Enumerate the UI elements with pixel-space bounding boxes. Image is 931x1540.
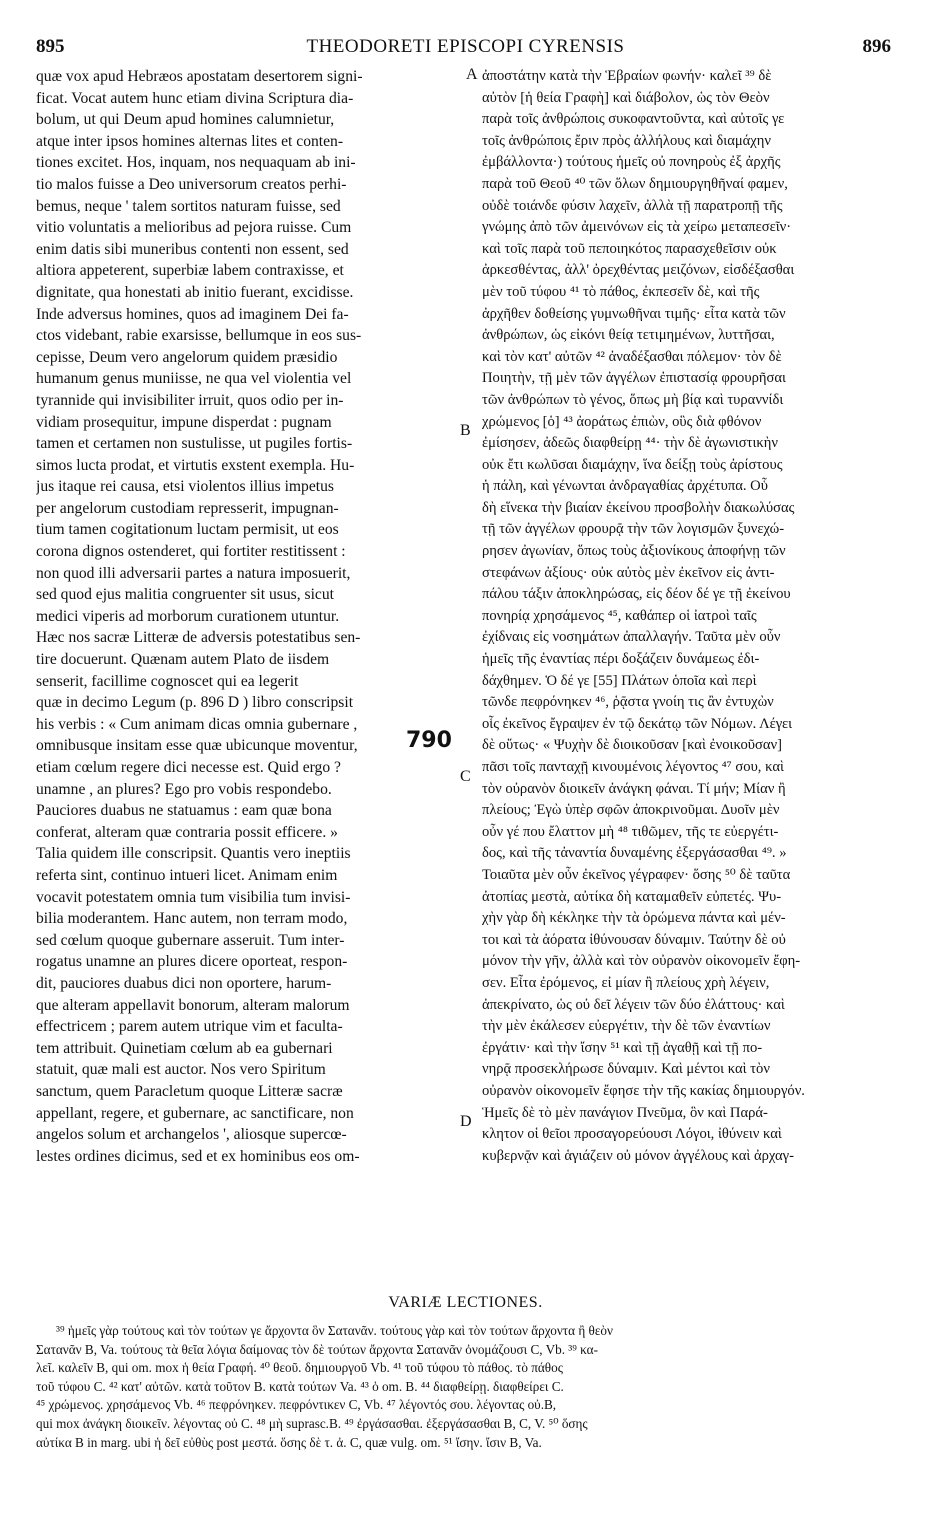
latin-text-line: Hæc nos sacræ Litteræ de adversis potestatibus sen- xyxy=(36,629,361,647)
latin-text-line: enim datis sibi muneribus contenti non essent, sed xyxy=(36,240,349,258)
section-marker-a: A xyxy=(466,66,478,83)
latin-text-line: tiones excitet. Hos, inquam, nos nequaquam ab ini- xyxy=(36,154,356,172)
greek-text-line: ἀρχῆθεν δοθείσης γυμνωθῆναι τιμῆς· εἶτα κατὰ τῶν xyxy=(482,305,786,322)
variant-note-line: Σατανᾶν B, Va. τούτους τὰ θεῖα λόγια δαίμονας τὸν δὲ τούτων ἄρχοντα Σατανᾶν ὀνομάζουσι C, Vb. ³⁹ κα- xyxy=(36,1341,598,1357)
variant-note-line: ⁴⁵ χρώμενος. χρησάμενος Vb. ⁴⁶ πεφρόνηκεν. πεφρόντικεν C, Vb. ⁴⁷ λέγοντός σου. λέγοντας οὐ.B, xyxy=(36,1397,557,1413)
greek-text-line: τῶν ἀνθρώπων τὸ γένος, ὅπως μὴ βίᾳ καὶ τυραννίδι xyxy=(482,391,784,408)
greek-text-line: μόνον τὴν γῆν, ἀλλὰ καὶ τὸν οὐρανὸν οἰκονομεῖν ἔφη- xyxy=(482,953,801,970)
greek-text-line: πάλου τάξιν ἀποκληρώσας, εἰς δέον δέ γε τῇ ἐκείνου xyxy=(482,586,791,603)
greek-text-line: δὲ οὕτως· « Ψυχὴν δὲ διοικοῦσαν [καὶ ἐνοικοῦσαν] xyxy=(482,737,783,754)
latin-text-line: humanum genus muniisse, ne qua vel violentia vel xyxy=(36,370,352,388)
page-number-right: 896 xyxy=(862,36,891,57)
latin-text-line: bilia moderantem. Hanc autem, non terram modo, xyxy=(36,910,348,928)
greek-column xyxy=(482,66,894,1167)
greek-text-line: τῇ τῶν ἀγγέλων φρουρᾷ τὴν τῶν λογισμῶν ξυνεχώ- xyxy=(482,521,785,538)
variae-lectiones-title: VARIÆ LECTIONES. xyxy=(388,1294,543,1311)
latin-text-line: tio malos fuisse a Deo universorum creatos perhi- xyxy=(36,175,347,193)
running-title: THEODORETI EPISCOPI CYRENSIS xyxy=(306,36,625,57)
latin-text-line: quæ in decimo Legum (p. 896 D ) libro conscripsit xyxy=(36,694,354,712)
greek-text-line: τὸν οὐρανὸν διοικεῖν ἀνάγκη φάναι. Τί μήν; Μίαν ἢ xyxy=(482,780,786,797)
latin-text-line: dit, pauciores duabus dici non oportere, harum- xyxy=(36,974,332,992)
latin-text-line: Inde adversus homines, quos ad imaginem Dei fa- xyxy=(36,305,349,323)
latin-text-line: tire docuerunt. Quænam autem Plato de iisdem xyxy=(36,651,330,669)
greek-text-line: ἀνθρώπων, ὡς εἰκόνι θείᾳ τετιμημένων, λυττῆσαι, xyxy=(482,327,775,344)
latin-text-line: jus itaque rei causa, etsi violentos illius impetus xyxy=(36,478,334,496)
latin-column xyxy=(36,66,464,1167)
latin-text-line: his verbis : « Cum animam dicas omnia gubernare , xyxy=(36,715,358,733)
greek-text-line: νηρᾷ προσεκλήρωσε δύναμιν. Καὶ μέντοι καὶ τὸν xyxy=(482,1061,770,1078)
greek-text-line: ἀποστάτην κατὰ τὴν Ἑβραίων φωνήν· καλεῖ ³⁹ δὲ xyxy=(482,68,772,84)
latin-text-line: cepisse, Deum vero angelorum quidem præsidio xyxy=(36,348,338,366)
greek-text-line: αὐτὸν [ἡ θεία Γραφὴ] καὶ διάβολον, ὡς τὸν Θεὸν xyxy=(482,89,770,106)
latin-text-line: sed cœlum quoque gubernare asseruit. Tum inter- xyxy=(36,931,345,949)
variant-note-line: τοῦ τύφου C. ⁴² κατ' αὐτῶν. κατὰ τοῦτον B. κατὰ τούτων Va. ⁴³ ὁ om. B. ⁴⁴ διαφθείρῃ. διαφθείρει C. xyxy=(36,1378,564,1394)
latin-text-line: tyrannide qui invisibiliter irruit, quos odio per in- xyxy=(36,391,344,409)
latin-text-line: etiam cœlum regere dici necesse est. Quid ergo ? xyxy=(36,759,341,776)
greek-text-line: ἀρκεσθέντας, ἀλλ' ὀρεχθέντας μειζόνων, εἰσδέξασθαι xyxy=(482,262,795,279)
latin-text-line: unamne , an plures? Ego pro vobis respondebo. xyxy=(36,780,332,798)
latin-text-line: non quod illi adversarii partes a natura imposuerit, xyxy=(36,564,351,582)
greek-text-line: οὐκ ἔτι κωλῦσαι διαμάχην, ἵνα δείξῃ τοὺς ἀρίστους xyxy=(482,456,783,473)
latin-text-line: dignitate, qua honestati ab initio fuerant, excidisse. xyxy=(36,283,354,301)
greek-text-line: πλείους; Ἐγὼ ὑπὲρ σφῶν ἀποκρινοῦμαι. Δυοῖν μὲν xyxy=(482,802,780,819)
page-header xyxy=(0,36,931,58)
greek-text-line: Ἡμεῖς δὲ τὸ μὲν πανάγιον Πνεῦμα, ὃν καὶ Παρά- xyxy=(482,1104,768,1121)
greek-text-line: χρώμενος [ὁ] ⁴³ ἀοράτως ἐπιὼν, οὓς διὰ φθόνον xyxy=(482,413,762,430)
page-number-left: 895 xyxy=(36,36,65,57)
greek-text-line: μὲν τοῦ τύφου ⁴¹ τὸ πάθος, ἐκπεσεῖν δὲ, καὶ τῆς xyxy=(482,283,760,300)
latin-text-line: bolum, ut qui Deum apud homines calumnietur, xyxy=(36,111,335,129)
variant-note-line: qui mox ἀνάγκη διοικεῖν. λέγοντας οὐ C. ⁴⁸ μὴ suprasc.B. ⁴⁹ ἐργάσασθαι. ἐξεργάσασθαι B, C, V. ⁵⁰ ὅσης xyxy=(36,1415,588,1431)
latin-text-line: tamen et certamen non sustulisse, ut pugiles fortis- xyxy=(36,435,353,453)
greek-text-line: πονηρίᾳ χρησάμενος ⁴⁵, καθάπερ οἱ ἰατροὶ ταῖς xyxy=(482,607,757,624)
latin-text-line: lestes ordines dicimus, sed et ex hominibus eos om- xyxy=(36,1147,360,1165)
greek-text-line: δος, καὶ τῆς τἀναντία δυναμένης ἐξεργάσασθαι ⁴⁹. » xyxy=(482,845,787,862)
greek-text-line: καὶ τὸν κατ' αὐτῶν ⁴² ἀναδέξασθαι πόλεμον· τὸν δὲ xyxy=(482,348,782,365)
greek-text-line: ἡμεῖς τῆς ἐναντίας πέρι δοξάζειν δυνάμεως ἐδι- xyxy=(482,651,760,668)
latin-text-line: omnibusque insitam esse quæ ubicunque moventur, xyxy=(36,737,358,755)
section-marker-c: C xyxy=(460,768,471,785)
greek-text-line: δάχθημεν. Ὁ δέ γε [55] Πλάτων ὁποῖα καὶ περὶ xyxy=(482,672,757,689)
greek-text-line: παρὰ τοῖς ἀνθρώποις συκοφαντοῦντα, καὶ αὐτοῖς γε xyxy=(482,111,785,128)
section-marker-b: B xyxy=(460,422,471,439)
latin-text-line: effectricem ; parem autem utrique vim et faculta- xyxy=(36,1018,343,1036)
greek-text-line: ἀτοπίας μεστὰ, αὐτίκα δὴ καταμαθεῖν εὐπετές. Ψυ- xyxy=(482,888,782,905)
latin-text-line: Talia quidem ille conscripsit. Quantis vero ineptiis xyxy=(36,845,351,863)
latin-text-line: rogatus unamne an plures dicere oporteat, respon- xyxy=(36,953,348,971)
column-number-badge: 790 xyxy=(406,728,452,753)
greek-text-line: ἐμβάλλοντα·) τούτους ἡμεῖς οὐ πονηροὺς ἐξ ἀρχῆς xyxy=(482,154,781,171)
latin-text-line: tem attribuit. Quinetiam cœlum ab ea gubernari xyxy=(36,1039,333,1057)
variant-note-line: λεῖ. καλεῖν B, qui om. mox ἡ θεία Γραφή. ⁴⁰ θεοῦ. δημιουργοῦ Vb. ⁴¹ τοῦ τύφου τὸ πάθος. τὸ πάθος xyxy=(36,1360,563,1376)
latin-text-line: vocavit potestatem omnia tum visibilia tum invisi- xyxy=(36,888,351,906)
latin-text-line: simos lucta prodat, et virtutis exstent exempla. Hu- xyxy=(36,456,355,474)
latin-text-line: atque inter ipsos homines alternas lites et conten- xyxy=(36,132,344,150)
greek-text-line: χὴν γὰρ δὴ κέκληκε τὴν τὰ ὁρώμενα πάντα καὶ μέν- xyxy=(482,910,786,927)
latin-text-line: ficat. Vocat autem hunc etiam divina Scriptura dia- xyxy=(36,89,354,107)
latin-text-line: conferat, alteram quæ contraria possit efficere. » xyxy=(36,823,338,841)
latin-text-line: appellant, regere, et gubernare, ac sanctificare, non xyxy=(36,1104,354,1122)
latin-text-line: medici viperis ad morborum curationem utuntur. xyxy=(36,607,340,625)
greek-text-line: σεν. Εἶτα ἐρόμενος, εἰ μίαν ἢ πλείους χρὴ λέγειν, xyxy=(482,974,770,991)
latin-text-line: vitio voluntatis a melioribus ad pejora ruisse. Cum xyxy=(36,219,352,237)
variant-note-line: ³⁹ ἡμεῖς γὰρ τούτους καὶ τὸν τούτων γε ἄρχοντα ὃν Σατανᾶν. τούτους γὰρ καὶ τὸν τούτων ἄρχοντα ἢ θεὸν xyxy=(56,1323,613,1338)
greek-text-line: πᾶσι τοῖς πανταχῇ κινουμένοις λέγοντος ⁴⁷ σου, καὶ xyxy=(482,759,784,775)
greek-text-line: καὶ τοῖς παρὰ τοῦ πεποιηκότος παρασχεθεῖσιν οὐκ xyxy=(482,240,777,257)
section-marker-d: D xyxy=(460,1113,472,1130)
latin-text-line: corona dignos ostenderet, qui fortiter restitissent : xyxy=(36,543,346,561)
greek-text-line: γνώμης ἀπὸ τῶν ἀμεινόνων εἰς τὰ χείρω μεταπεσεῖν· xyxy=(482,219,792,236)
latin-text-line: que alteram appellavit bonorum, alteram malorum xyxy=(36,996,350,1014)
latin-text-line: tium tamen cogitationum luctam permisit, ut eos xyxy=(36,521,339,539)
greek-text-line: στεφάνων ἀξίους· οὐκ αὐτὸς μὲν ἐκεῖνον εἰς ἀντι- xyxy=(482,564,775,581)
greek-text-line: παρὰ τοῦ Θεοῦ ⁴⁰ τῶν ὅλων δημιουργηθῆναί φαμεν, xyxy=(482,175,788,192)
greek-text-line: ἐργάτιν· καὶ τὴν ἴσην ⁵¹ καὶ τῇ ἀγαθῇ καὶ τῇ πο- xyxy=(482,1039,763,1056)
variae-lectiones-notes xyxy=(36,1322,894,1452)
greek-text-line: ἡ πάλη, καὶ γένωνται ἀνδραγαθίας ἀρχέτυπα. Οὗ xyxy=(482,478,768,495)
latin-text-line: statuit, quæ mali est auctor. Nos vero Spiritum xyxy=(36,1061,326,1079)
greek-text-line: οὖν γέ που ἔλαττον μὴ ⁴⁸ τιθῶμεν, τῆς τε εὐεργέτι- xyxy=(482,823,779,840)
greek-text-line: δὴ εἵνεκα τὴν βιαίαν ἐκείνου προσβολὴν διακωλύσας xyxy=(482,499,795,516)
latin-text-line: sed quod ejus malitia congruenter sit usus, sicut xyxy=(36,586,334,604)
latin-text-line: per angelorum custodiam represserit, impugnan- xyxy=(36,499,339,517)
latin-text-line: referta sint, continuo intueri licet. Animam enim xyxy=(36,866,338,884)
greek-text-line: κλητον οἱ θεῖοι προσαγορεύουσι Λόγοι, ἰθύνειν καὶ xyxy=(482,1126,782,1143)
greek-text-line: ρησεν ἀγωνίαν, ὅπως τοὺς ἀξιονίκους ἀποφήνῃ τῶν xyxy=(482,543,786,560)
greek-text-line: ἐχίδναις εἰς νοσημάτων ἀπαλλαγήν. Ταῦτα μὲν οὖν xyxy=(482,629,781,646)
greek-text-line: κυβερνᾷν καὶ ἁγιάζειν οὐ μόνον ἀγγέλους καὶ ἀρχαγ- xyxy=(482,1147,794,1164)
latin-text-line: vidiam prosequitur, impune disperdat : pugnam xyxy=(36,413,332,431)
latin-text-line: senserit, facillime cognoscet qui ea legerit xyxy=(36,672,299,690)
greek-text-line: τὴν μὲν ἐκάλεσεν εὐεργέτιν, τὴν δὲ τῶν ἐναντίων xyxy=(482,1018,771,1035)
variant-note-line: αὐτίκα B in marg. ubi ἡ δεῖ εὐθὺς post μεστά. ὅσης δὲ τ. ἀ. C, quæ vulg. om. ⁵¹ ἴσην. ἴσιν B, Va. xyxy=(36,1434,542,1450)
greek-text-line: Ποιητὴν, τῇ μὲν τῶν ἀγγέλων ἐπιστασίᾳ φρουρῆσαι xyxy=(482,370,786,387)
greek-text-line: οὐρανὸν οἰκονομεῖν ἔφησε τὴν τῆς κακίας δημιουργόν. xyxy=(482,1082,805,1099)
latin-text-line: quæ vox apud Hebræos apostatam desertorem signi- xyxy=(36,68,363,85)
latin-text-line: ctos videbant, rabie exarsisse, bellumque in eos sus- xyxy=(36,327,362,345)
greek-text-line: ἀπεκρίνατο, ὡς οὐ δεῖ λέγειν τῶν δύο ἐλάττους· καὶ xyxy=(482,996,785,1013)
greek-text-line: Τοιαῦτα μὲν οὖν ἐκεῖνος γέγραφεν· ὅσης ⁵⁰ δὲ ταῦτα xyxy=(482,866,791,883)
latin-text-line: sanctum, quem Paracletum quoque Litteræ sacræ xyxy=(36,1082,343,1100)
latin-text-line: Pauciores duabus ne statuamus : eam quæ bona xyxy=(36,802,332,820)
greek-text-line: τῶνδε πεφρόνηκεν ⁴⁶, ῥᾷστα γνοίη τις ἂν ἐντυχὼν xyxy=(482,694,774,711)
greek-text-line: τοι καὶ τὰ ἀόρατα ἰθύνουσαν δύναμιν. Ταύτην δὲ οὐ xyxy=(482,931,786,948)
latin-text-line: bemus, neque ' talem sortitos naturam fuisse, sed xyxy=(36,197,341,215)
greek-text-line: οἷς ἐκεῖνος ἔγραψεν ἐν τῷ δεκάτῳ τῶν Νόμων. Λέγει xyxy=(482,715,793,732)
greek-text-line: τοῖς ἀνθρώποις ἔριν πρὸς ἀλλήλους καὶ διαμάχην xyxy=(482,132,772,149)
greek-text-line: οὐδὲ τοιάνδε φύσιν λαχεῖν, ἀλλὰ τῇ παρατροπῇ τῆς xyxy=(482,197,783,214)
latin-text-line: angelos solum et archangelos ', aliosque supercœ- xyxy=(36,1126,347,1144)
greek-text-line: ἐμίσησεν, ἀδεῶς διαφθείρῃ ⁴⁴· τὴν δὲ ἀγωνιστικὴν xyxy=(482,435,778,452)
latin-text-line: altiora appeterent, superbiæ labem contraxisse, et xyxy=(36,262,344,280)
